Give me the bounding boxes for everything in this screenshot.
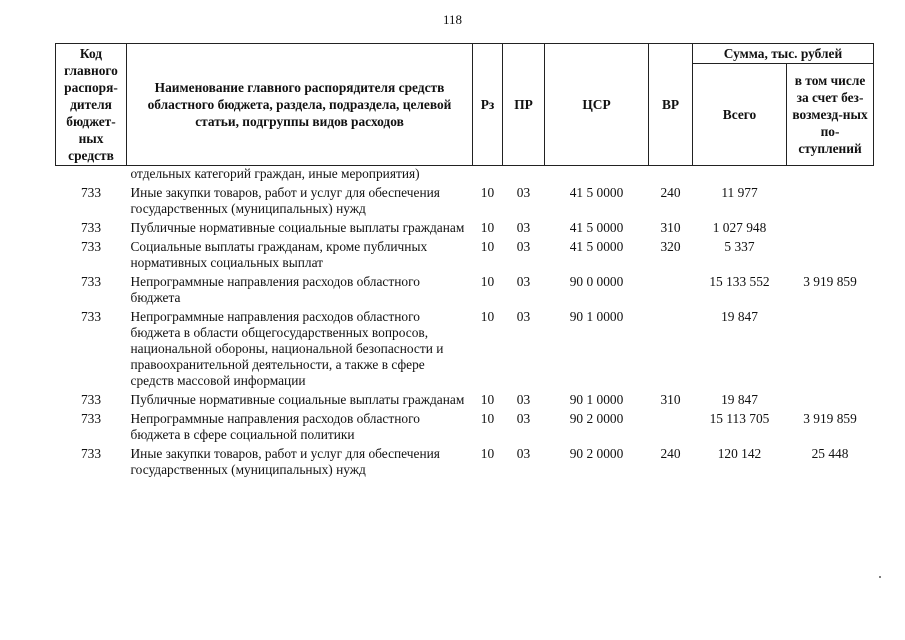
cell-vr bbox=[649, 166, 693, 185]
scan-speck bbox=[879, 576, 881, 578]
budget-table bbox=[55, 43, 874, 480]
cell-incl bbox=[787, 391, 874, 410]
cell-code: 733 bbox=[80, 392, 102, 407]
cell-incl: 3 919 859 bbox=[803, 411, 857, 426]
cell-pr: 03 bbox=[516, 185, 531, 200]
header-incl: в том числе за счет без-возмезд-ных по-ступлений bbox=[787, 64, 874, 166]
cell-vr: 310 bbox=[660, 392, 681, 407]
cell-total: 19 847 bbox=[721, 309, 758, 324]
cell-total: 11 977 bbox=[721, 185, 758, 200]
cell-rz: 10 bbox=[480, 411, 495, 426]
cell-rz: 10 bbox=[480, 239, 495, 254]
cell-total: 15 113 705 bbox=[709, 411, 770, 426]
cell-code: 733 bbox=[80, 274, 102, 289]
cell-pr: 03 bbox=[516, 220, 531, 235]
table-row bbox=[56, 219, 874, 238]
cell-incl bbox=[787, 166, 874, 185]
cell-total bbox=[693, 166, 787, 185]
cell-name: Социальные выплаты гражданам, кроме публичных нормативных социальных выплат bbox=[130, 239, 428, 270]
cell-csr bbox=[545, 166, 649, 185]
cell-incl: 3 919 859 bbox=[803, 274, 857, 289]
header-code: Код главного распоря-дителя бюджет-ных средств bbox=[56, 44, 127, 166]
cell-name: Непрограммные направления расходов областного бюджета в области общегосударственных вопросов, национальной обороны, национальной безопасности и правоохранительной деятельности, а также в сфере средств массовой информации bbox=[130, 309, 444, 388]
header-name: Наименование главного распорядителя средств областного бюджета, раздела, подраздела, целевой статьи, подгруппы видов расходов bbox=[127, 44, 473, 166]
cell-incl bbox=[787, 184, 874, 219]
cell-name: Иные закупки товаров, работ и услуг для обеспечения государственных (муниципальных) нужд bbox=[130, 185, 440, 216]
cell-name: Иные закупки товаров, работ и услуг для обеспечения государственных (муниципальных) нужд bbox=[130, 446, 440, 477]
cell-vr: 240 bbox=[660, 446, 681, 461]
header-total: Всего bbox=[693, 64, 787, 166]
cell-rz: 10 bbox=[480, 392, 495, 407]
cell-total: 19 847 bbox=[721, 392, 758, 407]
table-row bbox=[56, 166, 874, 185]
cell-rz: 10 bbox=[480, 446, 495, 461]
cell-total: 1 027 948 bbox=[712, 220, 767, 235]
cell-code bbox=[56, 166, 127, 185]
cell-csr: 90 1 0000 bbox=[569, 309, 624, 324]
cell-pr: 03 bbox=[516, 411, 531, 426]
cell-incl: 25 448 bbox=[811, 446, 849, 461]
table-row bbox=[56, 308, 874, 391]
header-csr: ЦСР bbox=[545, 44, 649, 166]
cell-code: 733 bbox=[80, 411, 102, 426]
cell-code: 733 bbox=[80, 185, 102, 200]
table-row bbox=[56, 273, 874, 308]
cell-pr: 03 bbox=[516, 309, 531, 324]
cell-code: 733 bbox=[80, 220, 102, 235]
cell-rz: 10 bbox=[480, 309, 495, 324]
cell-name: Публичные нормативные социальные выплаты гражданам bbox=[130, 220, 465, 235]
cell-vr: 310 bbox=[660, 220, 681, 235]
cell-pr: 03 bbox=[516, 446, 531, 461]
table-row bbox=[56, 410, 874, 445]
header-pr: ПР bbox=[503, 44, 545, 166]
cell-csr: 90 0 0000 bbox=[569, 274, 624, 289]
cell-csr: 41 5 0000 bbox=[569, 239, 624, 254]
header-rz: Рз bbox=[473, 44, 503, 166]
cell-vr bbox=[649, 410, 693, 445]
table-row bbox=[56, 184, 874, 219]
cell-vr: 320 bbox=[660, 239, 681, 254]
cell-name: Публичные нормативные социальные выплаты гражданам bbox=[130, 392, 465, 407]
cell-code: 733 bbox=[80, 446, 102, 461]
cell-csr: 41 5 0000 bbox=[569, 220, 624, 235]
cell-code: 733 bbox=[80, 239, 102, 254]
cell-code: 733 bbox=[80, 309, 102, 324]
page-number: 118 bbox=[442, 12, 463, 27]
cell-csr: 90 1 0000 bbox=[569, 392, 624, 407]
cell-total: 5 337 bbox=[724, 239, 755, 254]
cell-rz bbox=[473, 166, 503, 185]
cell-incl bbox=[787, 238, 874, 273]
table-body bbox=[56, 166, 874, 481]
table-header bbox=[56, 44, 874, 166]
header-sum: Сумма, тыс. рублей bbox=[693, 44, 874, 64]
cell-name: отдельных категорий граждан, иные мероприятия) bbox=[130, 166, 420, 181]
header-vr: ВР bbox=[649, 44, 693, 166]
cell-rz: 10 bbox=[480, 185, 495, 200]
cell-total: 15 133 552 bbox=[709, 274, 770, 289]
table-row bbox=[56, 238, 874, 273]
cell-name: Непрограммные направления расходов областного бюджета в сфере социальной политики bbox=[130, 411, 420, 442]
cell-incl bbox=[787, 308, 874, 391]
cell-csr: 90 2 0000 bbox=[569, 446, 624, 461]
cell-pr bbox=[503, 166, 545, 185]
cell-pr: 03 bbox=[516, 274, 531, 289]
cell-pr: 03 bbox=[516, 239, 531, 254]
cell-total: 120 142 bbox=[717, 446, 762, 461]
cell-csr: 90 2 0000 bbox=[569, 411, 624, 426]
cell-vr: 240 bbox=[660, 185, 681, 200]
cell-name: Непрограммные направления расходов областного бюджета bbox=[130, 274, 420, 305]
cell-rz: 10 bbox=[480, 274, 495, 289]
cell-vr bbox=[649, 273, 693, 308]
cell-incl bbox=[787, 219, 874, 238]
cell-csr: 41 5 0000 bbox=[569, 185, 624, 200]
cell-pr: 03 bbox=[516, 392, 531, 407]
table-row bbox=[56, 445, 874, 480]
cell-rz: 10 bbox=[480, 220, 495, 235]
cell-vr bbox=[649, 308, 693, 391]
table-row bbox=[56, 391, 874, 410]
